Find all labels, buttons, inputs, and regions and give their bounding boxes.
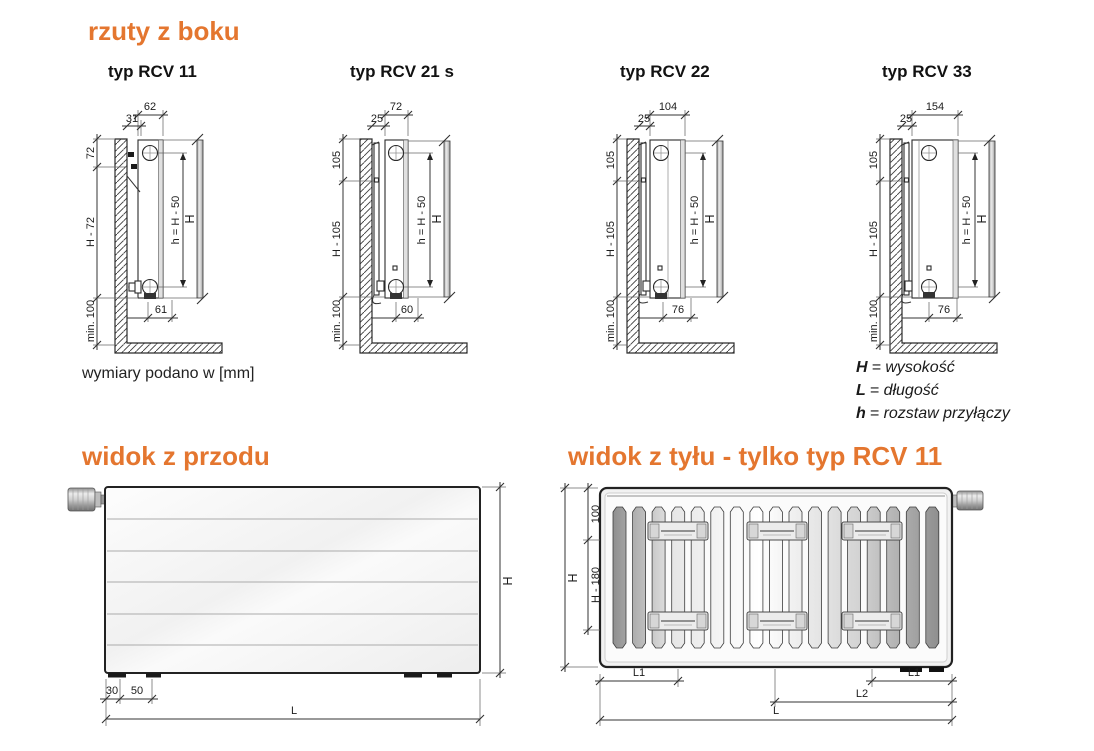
legend-item-h: h = rozstaw przyłączy <box>856 405 1010 422</box>
dim-bottom: 60 <box>400 304 414 316</box>
front-plate-edge <box>989 141 995 297</box>
return-valve <box>952 491 983 510</box>
side-view-rcv33 <box>868 101 1000 353</box>
section-heading-side-views: rzuty z boku <box>88 16 240 46</box>
front-plate-edge <box>444 141 450 297</box>
dim-middle: H - 105 <box>605 220 617 258</box>
diagram-title-rcv33: typ RCV 33 <box>882 62 972 81</box>
front-view <box>68 482 515 726</box>
side-view-rcv22 <box>605 101 734 353</box>
bracket <box>648 612 708 630</box>
dim-middle: H - 72 <box>85 217 97 247</box>
dim-bottom: 76 <box>671 304 685 316</box>
dim-connection: h = H - 50 <box>961 195 973 245</box>
dim-upper: 72 <box>85 146 97 160</box>
dim-middle: H - 105 <box>331 220 343 258</box>
diagram-title-rcv21s: typ RCV 21 s <box>350 62 454 81</box>
dim-length: L <box>290 705 298 717</box>
diagram-title-rcv22: typ RCV 22 <box>620 62 710 81</box>
dim-foot-spacing: 50 <box>130 685 144 697</box>
dim-height: H <box>501 576 515 586</box>
legend-item-H: H = wysokość <box>856 359 955 376</box>
dim-offset: 25 <box>370 113 384 125</box>
dim-l2: L2 <box>855 688 869 700</box>
dim-l1-left: L1 <box>632 667 646 679</box>
dim-offset: 25 <box>899 113 913 125</box>
dim-min: min. 100 <box>868 299 880 343</box>
dim-connection: h = H - 50 <box>416 195 428 245</box>
dim-foot-offset: 30 <box>105 685 119 697</box>
diagram-title-rcv11: typ RCV 11 <box>108 62 197 81</box>
dim-min: min. 100 <box>605 299 617 343</box>
back-plate <box>904 143 909 295</box>
dim-length: L <box>772 705 780 717</box>
dim-width: 62 <box>143 101 157 113</box>
dim-connection: h = H - 50 <box>689 195 701 245</box>
dim-l1-right: L1 <box>907 667 921 679</box>
dim-connection: h = H - 50 <box>170 195 182 245</box>
dim-height: H <box>183 214 197 224</box>
dim-height: H <box>566 573 580 583</box>
side-view-rcv21s <box>331 101 467 353</box>
front-plate-edge <box>197 140 203 298</box>
dim-upper: 105 <box>605 150 617 170</box>
dim-min: min. 100 <box>85 299 97 343</box>
side-view-rcv11 <box>85 101 222 353</box>
dim-top: 100 <box>590 504 602 524</box>
dim-height: H <box>703 214 717 224</box>
dim-height: H <box>430 214 444 224</box>
section-heading-rear-view: widok z tyłu - tylko typ RCV 11 <box>568 441 943 471</box>
dim-width: 104 <box>658 101 678 113</box>
bracket <box>842 522 902 540</box>
dim-offset: 31 <box>125 113 139 125</box>
dim-upper: 105 <box>868 150 880 170</box>
bracket <box>747 612 807 630</box>
dim-height: H <box>975 214 989 224</box>
dim-offset: 25 <box>637 113 651 125</box>
feet <box>900 667 944 672</box>
back-plate <box>641 143 646 295</box>
back-plate <box>374 143 379 295</box>
section-heading-front-view: widok z przodu <box>82 441 270 471</box>
legend-item-L: L = długość <box>856 382 939 399</box>
dim-bottom: 61 <box>154 304 168 316</box>
bracket <box>648 522 708 540</box>
rear-view <box>560 483 983 726</box>
dim-width: 72 <box>389 101 403 113</box>
dim-middle: H - 105 <box>868 220 880 258</box>
radiator-panel <box>650 140 685 298</box>
thermostat-valve <box>68 488 106 511</box>
dim-middle: H - 180 <box>590 566 602 604</box>
dim-upper: 105 <box>331 150 343 170</box>
bracket <box>747 522 807 540</box>
dim-bottom: 76 <box>937 304 951 316</box>
dim-width: 154 <box>925 101 945 113</box>
bracket <box>842 612 902 630</box>
dim-min: min. 100 <box>331 299 343 343</box>
units-note: wymiary podano w [mm] <box>82 365 255 382</box>
front-plate-edge <box>717 141 723 297</box>
